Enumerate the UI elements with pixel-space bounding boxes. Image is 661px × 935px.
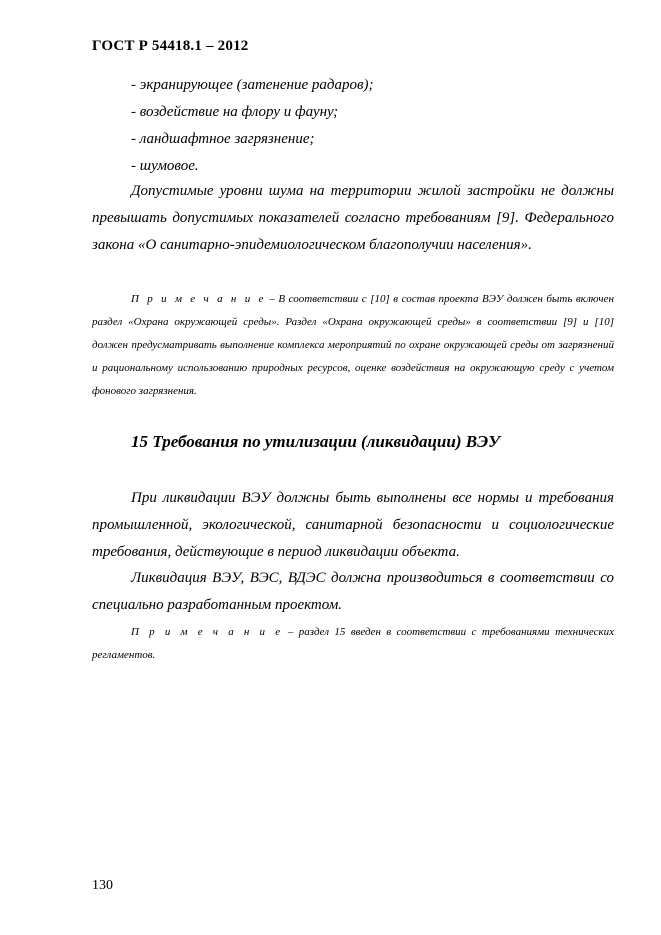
list-item: - шумовое.	[131, 158, 199, 174]
section-paragraph: При ликвидации ВЭУ должны быть выполнены все нормы и требования промышленной, экологической, санитарной безопасности и социологические требования, действующие в период ликвидации объекта.	[92, 490, 614, 560]
note-paragraph	[92, 621, 614, 667]
document-header: ГОСТ Р 54418.1 – 2012	[92, 38, 249, 54]
note-label: П р и м е ч а н и е	[131, 293, 266, 305]
list-item: - экранирующее (затенение радаров);	[131, 77, 374, 93]
note-text: – В соответствии с [10] в состав проекта ВЭУ должен быть включен раздел «Охрана окружающей среды». Раздел «Охрана окружающей среды» в соответствии [9] и [10] должен предусматривать выполнение комплекса мероприятий по охране окружающей среды от загрязнений и рациональному использованию природных ресурсов, оценке воздействия на окружающую среду с учетом фонового загрязнения.	[92, 293, 614, 397]
page-number: 130	[92, 878, 113, 893]
list-item: - воздействие на флору и фауну;	[131, 104, 339, 120]
note-paragraph	[92, 288, 614, 403]
note-label: П р и м е ч а н и е	[131, 626, 283, 638]
noise-paragraph: Допустимые уровни шума на территории жилой застройки не должны превышать допустимых показателей согласно требованиям [9]. Федерального закона «О санитарно-эпидемиологическом благополучии населения».	[92, 183, 614, 253]
note-text: – раздел 15 введен в соответствии с требованиями технических регламентов.	[92, 626, 614, 661]
section-heading: 15 Требования по утилизации (ликвидации) ВЭУ	[131, 432, 500, 451]
list-item: - ландшафтное загрязнение;	[131, 131, 315, 147]
section-paragraph: Ликвидация ВЭУ, ВЭС, ВДЭС должна производиться в соответствии со специально разработанным проектом.	[92, 570, 614, 613]
